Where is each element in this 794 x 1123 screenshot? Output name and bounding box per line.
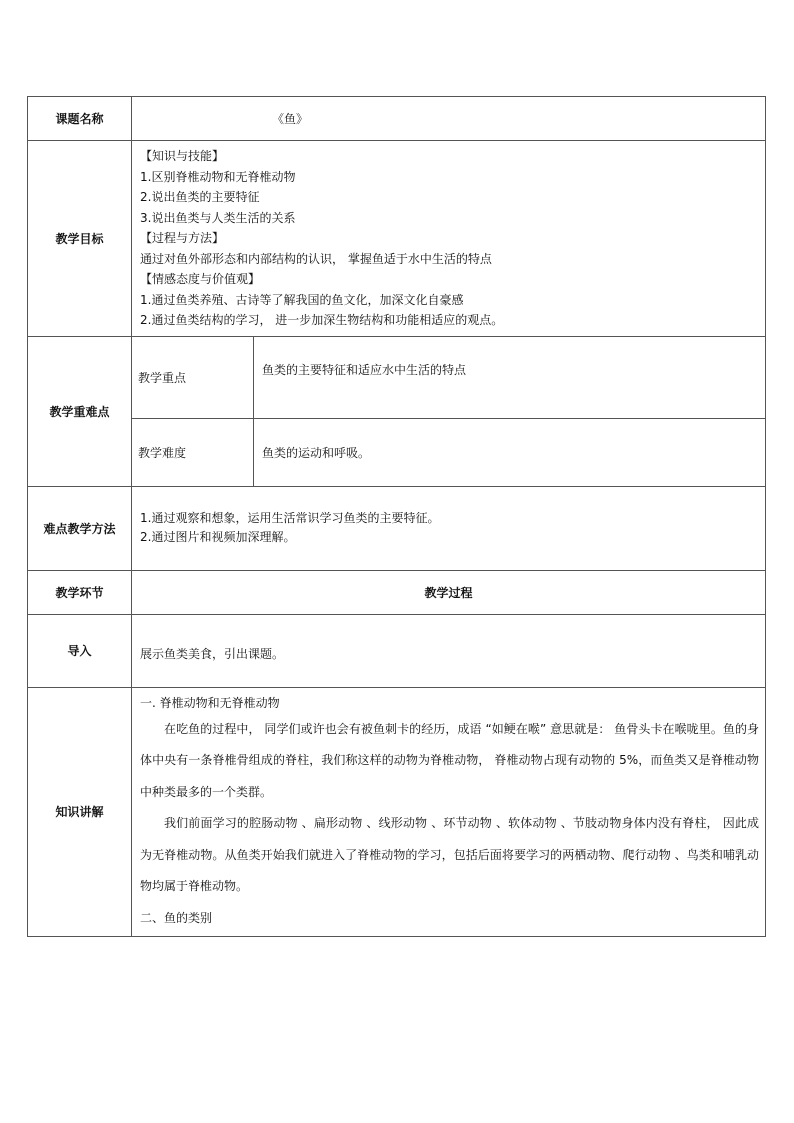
course-name-label: 课题名称 [28,97,132,141]
goals-line: 【情感态度与价值观】 [140,272,261,286]
method-line: 2.通过图片和视频加深理解。 [140,530,296,544]
knowledge-row [28,687,766,936]
course-name-value: 《鱼》 [132,97,766,141]
difficult-point-label: 教学难度 [132,418,254,486]
course-name-row [28,97,766,141]
knowledge-paragraph: 在吃鱼的过程中， 同学们或许也会有被鱼刺卡的经历，成语 “如鲠在喉” 意思就是： 鱼骨头卡在喉咙里。鱼的身体中央有一条脊椎骨组成的脊柱，我们称这样的动物为脊椎动物， 脊椎动物占现有动物的 5%，而鱼类又是脊椎动物中种类最多的一个类群。 [140,721,760,799]
intro-label: 导入 [28,614,132,687]
goals-line: 2.说出鱼类的主要特征 [140,190,260,204]
goals-line: 3.说出鱼类与人类生活的关系 [140,210,296,225]
goals-line: 2.通过鱼类结构的学习， 进一步加深生物结构和功能相适应的观点。 [140,313,504,327]
difficult-point-value: 鱼类的运动和呼吸。 [254,418,766,486]
header-row [28,570,766,614]
goals-content [132,141,766,337]
stage-label: 教学环节 [28,570,132,614]
knowledge-heading: 一. 脊椎动物和无脊椎动物 [140,695,280,710]
goals-line: 1.区别脊椎动物和无脊椎动物 [140,169,296,184]
difficult-point-row [28,418,766,486]
key-difficult-label: 教学重难点 [28,336,132,486]
intro-row [28,614,766,687]
intro-value: 展示鱼类美食，引出课题。 [132,614,766,687]
method-line: 1.通过观察和想象，运用生活常识学习鱼类的主要特征。 [140,511,440,525]
goals-line: 通过对鱼外部形态和内部结构的认识， 掌握鱼适于水中生活的特点 [140,251,492,266]
lesson-plan-table [27,96,766,937]
process-label: 教学过程 [132,570,766,614]
key-point-row [28,336,766,418]
method-row [28,486,766,570]
goals-line: 【过程与方法】 [140,231,225,245]
method-label: 难点教学方法 [28,486,132,570]
key-point-value: 鱼类的主要特征和适应水中生活的特点 [254,336,766,418]
goals-label: 教学目标 [28,141,132,337]
knowledge-label: 知识讲解 [28,687,132,936]
knowledge-paragraph: 我们前面学习的腔肠动物 、扁形动物 、线形动物 、环节动物 、软体动物 、节肢动物身体内没有脊柱， 因此成为无脊椎动物。从鱼类开始我们就进入了脊椎动物的学习，包括后面将要学习的两栖动物、爬行动物 、鸟类和哺乳动物均属于脊椎动物。 [140,816,760,893]
goals-row [28,141,766,337]
goals-line: 【知识与技能】 [140,149,225,163]
knowledge-heading: 二、鱼的类别 [140,910,213,925]
goals-line: 1.通过鱼类养殖、古诗等了解我国的鱼文化，加深文化自豪感 [140,292,464,307]
knowledge-content [132,687,766,936]
key-point-label: 教学重点 [132,336,254,418]
method-content [132,486,766,570]
